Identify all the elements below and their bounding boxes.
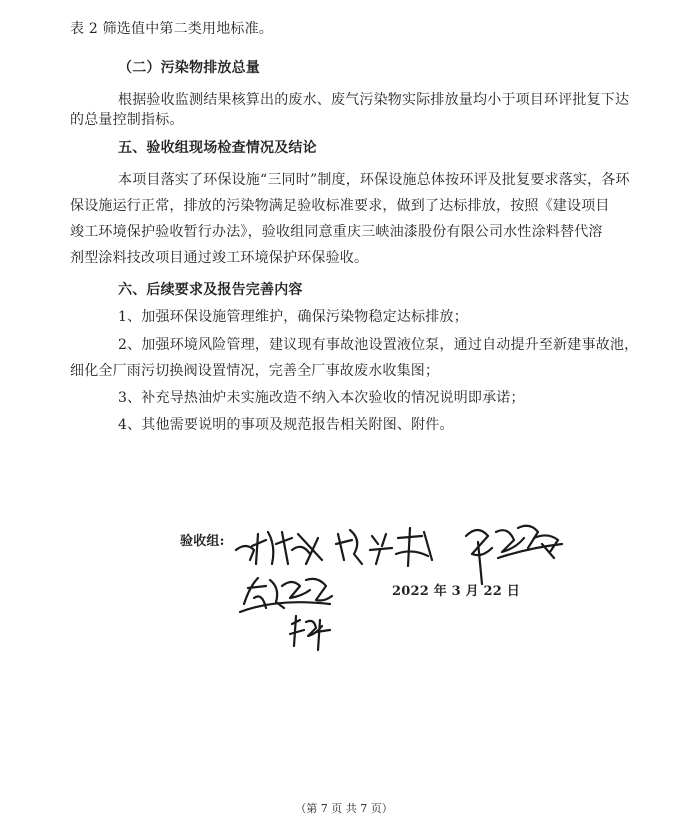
signature-label: 验收组: [180,534,225,549]
handwritten-signature [332,520,442,574]
section-heading: 五、验收组现场检查情况及结论 [118,140,317,156]
handwritten-signature [232,520,332,574]
paragraph-line: 的总量控制指标。 [70,112,184,128]
paragraph-line: 细化全厂雨污切换阀设置情况，完善全厂事故废水收集图； [70,363,440,379]
paragraph-line: 本项目落实了环保设施“三同时”制度，环保设施总体按环评及批复要求落实，各环 [118,172,630,188]
paragraph-line: 保设施运行正常，排放的污染物满足验收标准要求，做到了达标排放，按照《建设项目 [70,198,610,214]
list-item: 1、加强环保设施管理维护，确保污染物稳定达标排放； [118,309,468,325]
section-heading: 六、后续要求及报告完善内容 [118,282,303,298]
paragraph-line: 表 2 筛选值中第二类用地标准。 [70,21,274,37]
paragraph-line: 根据验收监测结果核算出的废水、废气污染物实际排放量均小于项目环评批复下达 [118,92,630,108]
section-heading: （二）污染物排放总量 [118,60,260,76]
list-item: 3、补充导热油炉未实施改造不纳入本次验收的情况说明即承诺； [118,390,525,406]
paragraph-line: 竣工环境保护验收暂行办法》，验收组同意重庆三峡油漆股份有限公司水性涂料替代溶 [70,224,603,240]
paragraph-line: 剂型涂料技改项目通过竣工环境保护环保验收。 [70,250,369,266]
handwritten-signature [458,518,568,592]
list-item: 4、其他需要说明的事项及规范报告相关附图、附件。 [118,417,454,433]
document-date: 2022 年 3 月 22 日 [392,584,520,599]
list-item: 2、加强环境风险管理，建议现有事故池设置液位泵，通过自动提升至新建事故池， [118,337,639,353]
page-footer: （第 7 页 共 7 页） [295,802,393,815]
handwritten-signature [286,612,336,656]
